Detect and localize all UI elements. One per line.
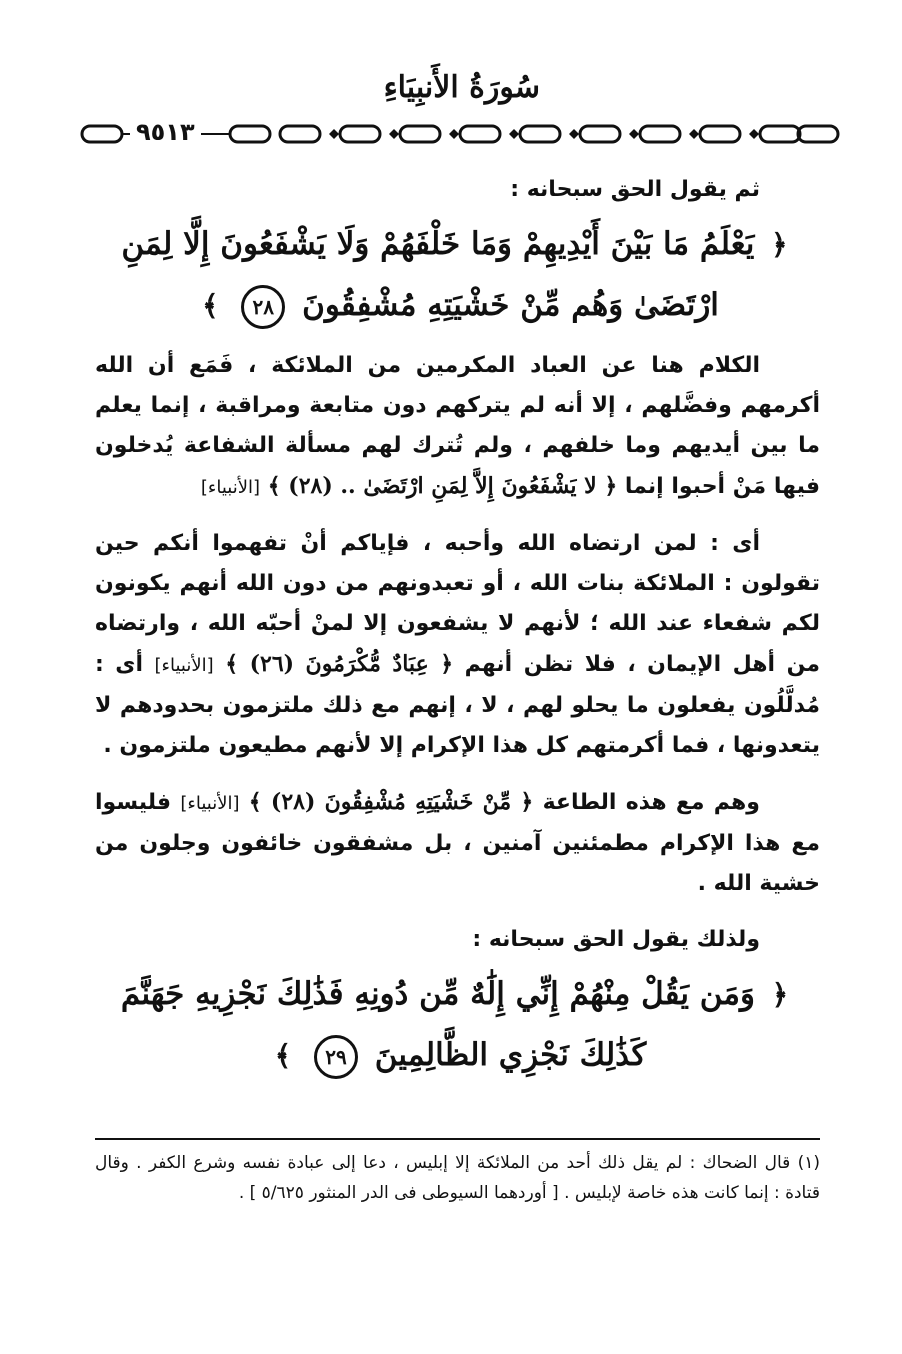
surah-reference: [الأنبياء]	[200, 477, 261, 498]
quran-verse-28	[95, 214, 820, 336]
quran-quote: ﴿ عِبَادٌ مُّكْرَمُونَ (٢٦) ﴾	[225, 651, 454, 677]
quran-quote: ﴿ لا يَشْفَعُونَ إِلاَّ لِمَنِ ارْتَضَىٰ .. (٢٨) ﴾	[267, 473, 618, 499]
paragraph-text: وهم مع هذه الطاعة	[542, 790, 760, 815]
intro-line-1: ثم يقول الحق سبحانه :	[510, 177, 760, 202]
quran-quote: ﴿ مِّنْ خَشْيَتِهِ مُشْفِقُونَ (٢٨) ﴾	[248, 789, 534, 815]
verse-number-marker: ٢٨	[241, 285, 285, 329]
surah-reference: [الأنبياء]	[180, 793, 240, 814]
surah-reference: [الأنبياء]	[154, 655, 214, 676]
surah-title: سُورَةُ الأَنبِيَاءِ	[383, 70, 540, 105]
paragraph	[95, 524, 820, 766]
paragraph-text: أى : لمن ارتضاه الله وأحبه ، فإياكم أنْ تفهموا أنكم حين تقولون : الملائكة بنات الله ، أو تعبدونهم من دون الله أنهم يكونون لكم شفعاء عند الله ؛ لأنهم لا يشفعون إلا لمنْ أحبّه الله ، وارتضاه من أهل الإيمان ، فلا تظن أنهم	[95, 531, 821, 677]
footnote: (١) قال الضحاك : لم يقل ذلك أحد من الملائكة إلا إبليس ، دعا إلى عبادة نفسه وشرع الكفر . وقال قتادة : إنما كانت هذه خاصة لإبليس . [ أوردهما السيوطى فى الدر المنثور ٥/٦٢٥ ] .	[95, 1153, 820, 1203]
verse-close-bracket: ﴾	[274, 1039, 292, 1072]
paragraph-text: فليسوا مع هذا الإكرام مطمئنين آمنين ، بل مشفقون خائفون وجلون من خشية الله .	[95, 790, 820, 896]
paragraph	[95, 782, 820, 904]
verse-close-bracket: ﴾	[202, 289, 219, 322]
page-header	[80, 60, 840, 160]
paragraph-text: الكلام هنا عن العباد المكرمين من الملائكة ، فَمَع أن الله أكرمهم وفضَّلهم ، إلا أنه لم يتركهم دون متابعة ومراقبة ، إنما يعلم ما بين أيديهم وما خلفهم ، ولم تُترك لهم مسألة الشفاعة يُدخلون فيها مَنْ أحبوا إنما	[95, 353, 820, 499]
page-number: ٩٥١٣	[130, 118, 201, 146]
verse-number-marker: ٢٩	[314, 1035, 358, 1079]
paragraph-text: أى : مُدلَّلُون يفعلون ما يحلو لهم ، لا ، إنهم مع ذلك ملتزمون بحدودهم لا يتعدونها ، فما أكرمتهم كل هذا الإكرام إلا لأنهم مطيعون ملتزمون .	[95, 652, 820, 758]
paragraph	[95, 346, 820, 508]
footnote-divider	[95, 1138, 820, 1140]
verse-text: وَمَن يَقُلْ مِنْهُمْ إِنِّي إِلَٰهٌ مِّن دُونِهِ فَذَٰلِكَ نَجْزِيهِ جَهَنَّمَ كَذَٰلِكَ نَجْزِي الظَّالِمِينَ	[120, 976, 755, 1073]
main-text	[95, 170, 820, 1096]
verse-text: يَعْلَمُ مَا بَيْنَ أَيْدِيهِمْ وَمَا خَلْفَهُمْ وَلَا يَشْفَعُونَ إِلَّا لِمَنِ ارْتَضَىٰ وَهُم مِّنْ خَشْيَتِهِ مُشْفِقُونَ	[121, 226, 755, 323]
quran-verse-29	[95, 964, 820, 1086]
intro-line-2: ولذلك يقول الحق سبحانه :	[472, 927, 760, 952]
verse-open-bracket: ﴿	[771, 978, 789, 1011]
verse-open-bracket: ﴿	[771, 228, 788, 261]
